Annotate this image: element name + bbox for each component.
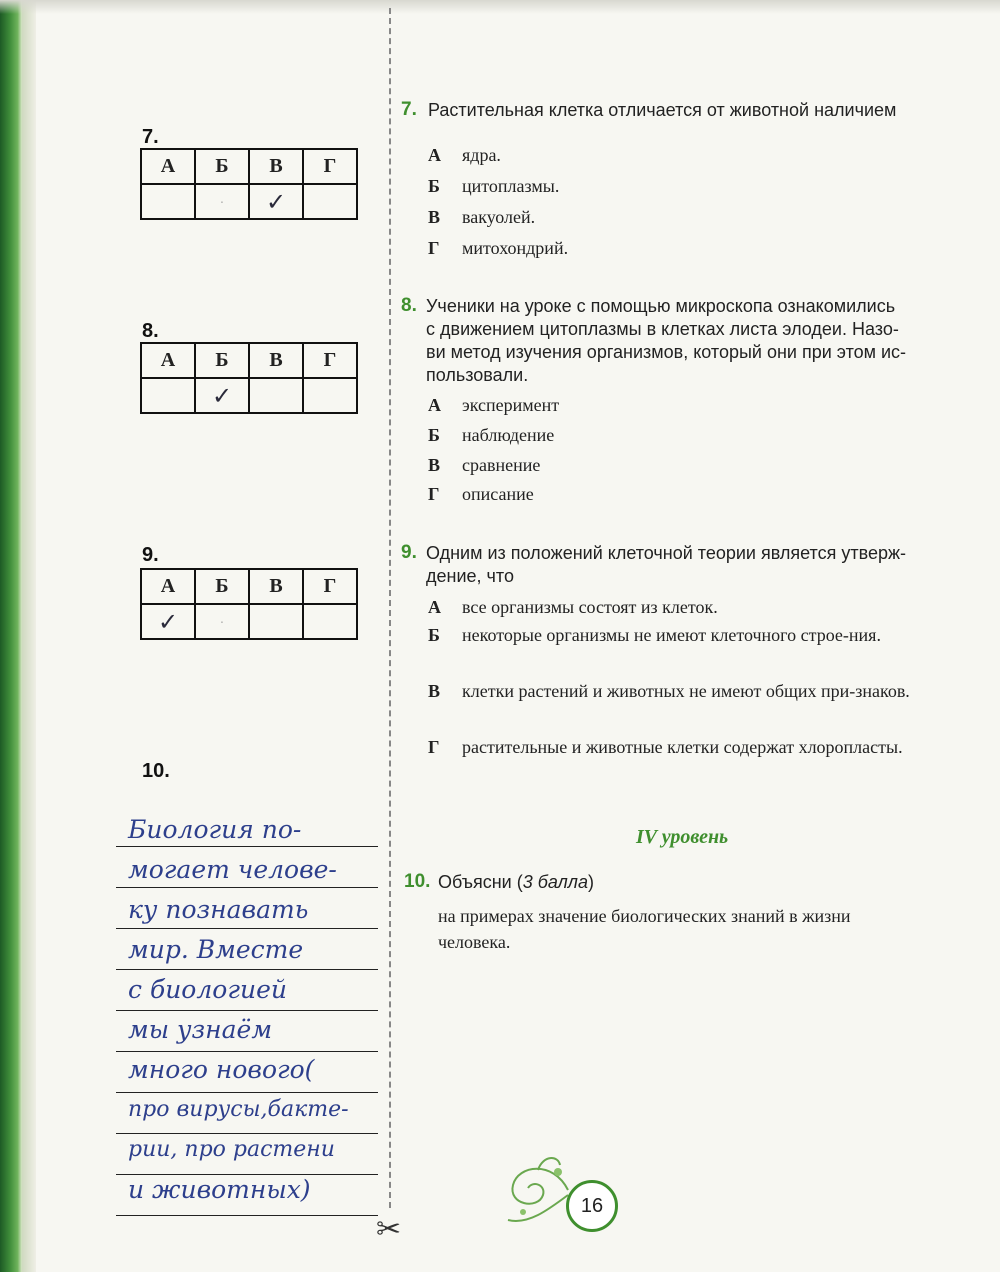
question-7-option-v[interactable]: В вакуолей. [428,207,536,227]
grid-7-header-v: В [249,149,303,184]
check-mark-icon: ✓ [211,381,233,410]
floral-ornament-icon [498,1150,578,1230]
book-spine-edge [22,0,36,1272]
handwritten-line: мир. Вместе [128,935,304,964]
handwritten-line: и животных) [128,1175,311,1204]
book-spine [0,0,22,1272]
grid-7-cell-g[interactable] [303,184,357,219]
answer-10-number: 10. [142,760,170,782]
grid-7-header-b: Б [195,149,249,184]
grid-8-header-b: Б [195,343,249,378]
handwritten-line: про вирусы,бакте- [128,1097,349,1122]
handwritten-line: рии, про растени [128,1137,335,1162]
question-10-line: на примерах значение биологических знаний в жизни [438,906,851,926]
question-8-option-g[interactable]: Г описание [428,484,534,504]
handwritten-line: мы узнаём [128,1015,273,1044]
answer-grid-9-number: 9. [142,544,159,566]
question-7-text: Растительная клетка отличается от животной наличием [428,100,897,120]
grid-7-cell-v[interactable] [249,184,303,219]
question-10-number: 10. [404,871,431,892]
question-8-number: 8. [401,295,417,316]
question-7-option-b[interactable]: Б цитоплазмы. [428,176,560,196]
handwritten-answer[interactable] [128,810,398,1210]
handwritten-line: ку познавать [128,895,309,924]
check-mark-icon: ✓ [265,187,287,216]
grid-8-header-g: Г [303,343,357,378]
question-10-title: Объясни (3 балла) [438,872,594,892]
scissors-icon: ✂ [376,1212,402,1247]
grid-7-cell-a[interactable] [141,184,195,219]
answer-grid-8 [140,342,358,414]
answer-grid-7-number: 7. [142,126,159,148]
answer-grid-7 [140,148,358,220]
question-8-line: ви метод изучения организмов, который они при этом ис- [426,342,907,362]
grid-8-cell-b[interactable] [195,378,249,413]
question-9-line: Одним из положений клеточной теории является утверж- [426,543,906,563]
question-9-option-a[interactable]: А все организмы состоят из клеток. [428,597,718,617]
grid-9-header-g: Г [303,569,357,604]
question-8-option-a[interactable]: А эксперимент [428,395,560,415]
page-number: 16 [566,1180,618,1232]
question-7-option-g[interactable]: Г митохондрий. [428,238,569,258]
question-9-number: 9. [401,542,417,563]
level-heading: IV уровень [636,826,729,848]
grid-8-cell-g[interactable] [303,378,357,413]
grid-9-cell-a[interactable] [141,604,195,639]
grid-8-cell-a[interactable] [141,378,195,413]
grid-7-header-g: Г [303,149,357,184]
question-8-line: с движением цитоплазмы в клетках листа элодеи. Назо- [426,319,899,339]
grid-7-cell-b[interactable]: · [195,184,249,219]
grid-9-header-v: В [249,569,303,604]
handwritten-line: могает челове- [128,855,337,884]
question-8-option-v[interactable]: В сравнение [428,455,541,475]
grid-9-cell-b[interactable]: · [195,604,249,639]
answer-grid-8-number: 8. [142,320,159,342]
question-8-line: пользовали. [426,365,529,385]
grid-9-header-b: Б [195,569,249,604]
grid-9-cell-g[interactable] [303,604,357,639]
grid-8-header-a: А [141,343,195,378]
handwritten-line: Биология по- [128,815,302,844]
question-7-number: 7. [401,99,417,120]
grid-9-cell-v[interactable] [249,604,303,639]
question-7-option-a[interactable]: А ядра. [428,145,501,165]
question-9-option-b[interactable]: Б некоторые организмы не имеют клеточного строе-ния. [428,625,881,645]
grid-8-header-v: В [249,343,303,378]
question-8-option-b[interactable]: Б наблюдение [428,425,555,445]
page-shadow [0,0,1000,14]
question-10-line: человека. [438,932,511,952]
question-9-option-g[interactable]: Г растительные и животные клетки содержат хлоропласты. [428,737,903,757]
answer-grid-9 [140,568,358,640]
grid-9-header-a: А [141,569,195,604]
question-9-option-v[interactable]: В клетки растений и животных не имеют общих при-знаков. [428,681,910,701]
question-8-line: Ученики на уроке с помощью микроскопа ознакомились [426,296,896,316]
grid-7-header-a: А [141,149,195,184]
handwritten-line: с биологией [128,975,287,1004]
handwritten-line: много нового( [128,1055,315,1084]
check-mark-icon: ✓ [157,607,179,636]
question-9-line: дение, что [426,566,514,586]
grid-8-cell-v[interactable] [249,378,303,413]
